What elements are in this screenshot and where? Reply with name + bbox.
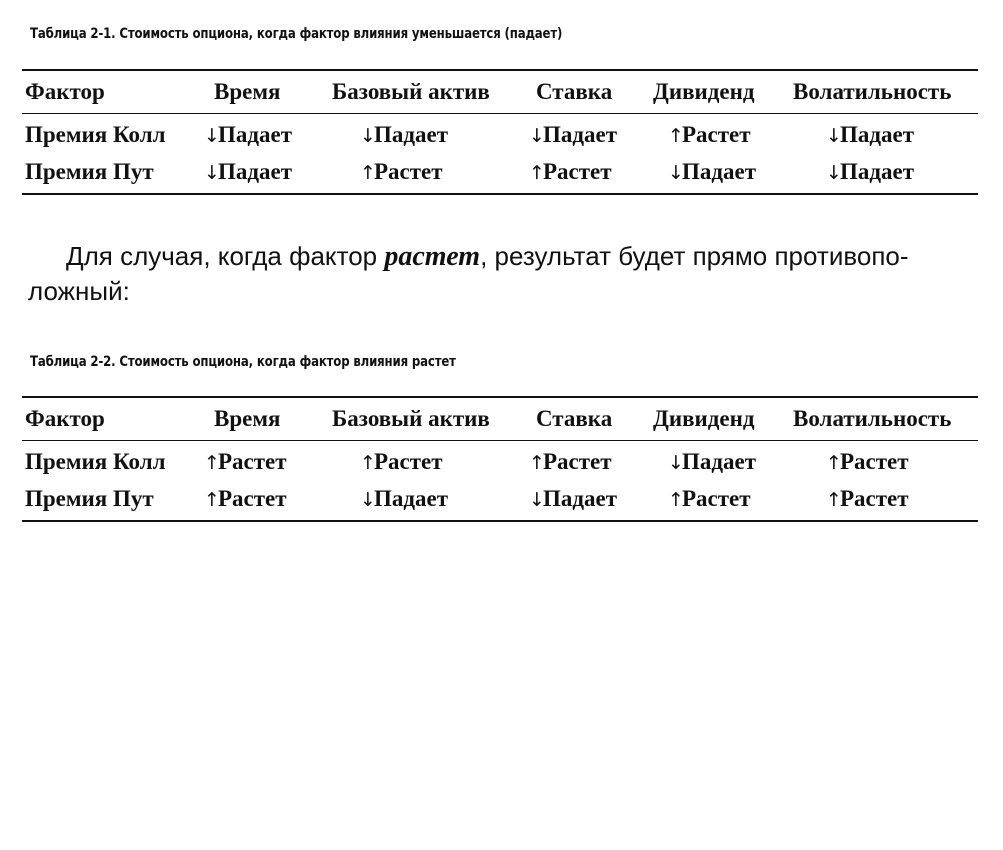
cell-text: Падает (374, 486, 449, 511)
paragraph-line-2: ложный: (28, 276, 130, 306)
table-cell (204, 484, 287, 515)
paragraph-text-after: , результат будет прямо противопо- (480, 241, 909, 271)
trend-arrow-icon: ↑ (204, 489, 220, 511)
table-top-rule (22, 69, 978, 71)
table-cell (668, 484, 751, 515)
trend-arrow-icon: ↑ (668, 489, 684, 511)
table-cell (826, 157, 914, 188)
trend-arrow-icon: ↓ (668, 452, 684, 474)
column-header-rate: Ставка (536, 406, 613, 431)
column-header-dividend: Дивиденд (653, 406, 755, 431)
column-header-volatility: Волатильность (793, 406, 952, 431)
cell-text: Растет (374, 449, 443, 474)
row-label: Премия Пут (25, 159, 154, 184)
column-header-time: Время (214, 79, 281, 104)
table-cell (204, 120, 292, 151)
table-header-row (22, 404, 978, 434)
cell-text: Падает (218, 159, 293, 184)
table-cell (668, 157, 756, 188)
trend-arrow-icon: ↑ (204, 452, 220, 474)
table-header-row (22, 77, 978, 107)
table-2-caption: Таблица 2-2. Стоимость опциона, когда фактор влияния растет (30, 354, 456, 370)
column-header-factor: Фактор (25, 406, 105, 431)
trend-arrow-icon: ↓ (826, 125, 842, 147)
table-1-caption: Таблица 2-1. Стоимость опциона, когда фактор влияния уменьшается (падает) (30, 26, 563, 42)
column-header-factor: Фактор (25, 79, 105, 104)
cell-text: Падает (218, 122, 293, 147)
table-cell (360, 157, 443, 188)
cell-text: Растет (374, 159, 443, 184)
trend-arrow-icon: ↑ (826, 452, 842, 474)
row-label: Премия Колл (25, 122, 166, 147)
cell-text: Падает (543, 122, 618, 147)
trend-arrow-icon: ↑ (360, 452, 376, 474)
table-cell (826, 120, 914, 151)
cell-text: Растет (840, 449, 909, 474)
cell-text: Растет (682, 486, 751, 511)
column-header-volatility: Волатильность (793, 79, 952, 104)
column-header-rate: Ставка (536, 79, 613, 104)
trend-arrow-icon: ↓ (668, 162, 684, 184)
cell-text: Растет (543, 449, 612, 474)
cell-text: Растет (218, 449, 287, 474)
table-2 (22, 396, 978, 522)
table-cell (529, 120, 617, 151)
column-header-underlying: Базовый актив (332, 406, 490, 431)
body-paragraph (28, 239, 988, 308)
trend-arrow-icon: ↓ (529, 125, 545, 147)
table-cell (529, 157, 612, 188)
table-row (22, 447, 978, 477)
column-header-underlying: Базовый актив (332, 79, 490, 104)
table-cell (668, 120, 751, 151)
paragraph-emphasis: растет (384, 241, 481, 272)
table-bottom-rule (22, 520, 978, 522)
table-1 (22, 69, 978, 195)
cell-text: Падает (682, 159, 757, 184)
table-header-rule (22, 113, 978, 114)
column-header-dividend: Дивиденд (653, 79, 755, 104)
table-cell (360, 447, 443, 478)
cell-text: Падает (682, 449, 757, 474)
table-row (22, 157, 978, 187)
trend-arrow-icon: ↑ (529, 452, 545, 474)
cell-text: Растет (218, 486, 287, 511)
cell-text: Падает (840, 159, 915, 184)
table-row (22, 484, 978, 514)
table-cell (668, 447, 756, 478)
paragraph-text-before: Для случая, когда фактор (66, 241, 385, 271)
trend-arrow-icon: ↓ (826, 162, 842, 184)
table-cell (529, 447, 612, 478)
paragraph-line-1 (28, 239, 988, 274)
trend-arrow-icon: ↑ (668, 125, 684, 147)
cell-text: Растет (543, 159, 612, 184)
table-cell (360, 484, 448, 515)
table-cell (529, 484, 617, 515)
trend-arrow-icon: ↓ (529, 489, 545, 511)
table-header-rule (22, 440, 978, 441)
column-header-time: Время (214, 406, 281, 431)
table-cell (204, 157, 292, 188)
table-cell (826, 447, 909, 478)
cell-text: Падает (543, 486, 618, 511)
cell-text: Растет (682, 122, 751, 147)
table-top-rule (22, 396, 978, 398)
trend-arrow-icon: ↑ (360, 162, 376, 184)
trend-arrow-icon: ↓ (360, 125, 376, 147)
cell-text: Растет (840, 486, 909, 511)
cell-text: Падает (840, 122, 915, 147)
table-cell (826, 484, 909, 515)
trend-arrow-icon: ↓ (360, 489, 376, 511)
row-label: Премия Пут (25, 486, 154, 511)
table-cell (360, 120, 448, 151)
table-cell (204, 447, 287, 478)
trend-arrow-icon: ↑ (529, 162, 545, 184)
trend-arrow-icon: ↓ (204, 162, 220, 184)
table-bottom-rule (22, 193, 978, 195)
trend-arrow-icon: ↓ (204, 125, 220, 147)
table-row (22, 120, 978, 150)
row-label: Премия Колл (25, 449, 166, 474)
cell-text: Падает (374, 122, 449, 147)
trend-arrow-icon: ↑ (826, 489, 842, 511)
